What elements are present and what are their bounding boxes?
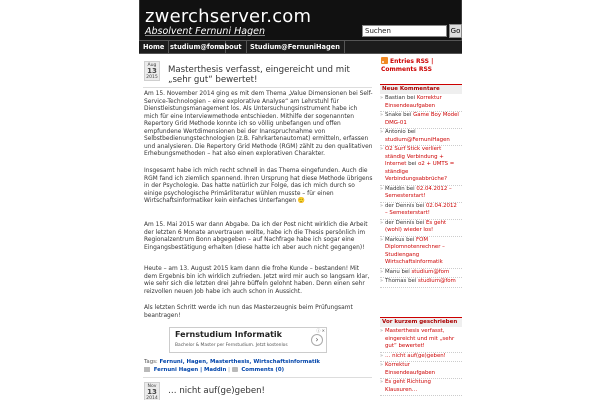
rss-separator: |: [431, 58, 434, 65]
comment-sep: bei: [414, 202, 426, 209]
comment-sep: bei: [401, 112, 414, 118]
post-date-month: Nov: [147, 384, 157, 389]
post-comments-link[interactable]: Comments (0): [241, 367, 285, 373]
recent-posts-list: [380, 328, 462, 396]
list-item: [380, 220, 462, 237]
comment-author: Antonio: [385, 129, 406, 135]
comment-sep: bei: [404, 236, 417, 243]
recent-posts-heading: Vor kurzem geschrieben: [380, 317, 462, 327]
comment-author: Bastian: [385, 95, 406, 101]
comment-post-link[interactable]: Korrektur Einsendeaufgaben: [385, 95, 442, 109]
list-item: [380, 278, 462, 288]
post-date-day: 13: [147, 67, 157, 75]
rss-icon: [381, 57, 388, 64]
comment-post-link[interactable]: studium@fom: [411, 268, 450, 275]
list-item: [380, 112, 462, 129]
chevron-right-icon[interactable]: ›: [311, 334, 323, 346]
post-categories[interactable]: Fernuni Hagen | Maddin: [153, 367, 227, 373]
post-divider: [143, 87, 372, 88]
rss-links: [381, 57, 462, 74]
post-divider: [143, 377, 372, 378]
comment-post-link[interactable]: studium@fom: [418, 278, 456, 284]
post-title[interactable]: Masterthesis verfasst, eingereicht und mit „sehr gut“ bewertet!: [168, 65, 350, 85]
comment-author: Maddin: [385, 185, 405, 192]
post-paragraph: Heute – am 13. August 2015 kam dann die frohe Kunde – bestanden! Mit dem Ergebnis bin ich wirklich zufrieden. Jetzt wird mir auch so langsam klar, wie sehr sich die letzten drei Jahre büffeln gelohnt haben. Denn einen sehr reizvollen neuen Job habe ich auch schon in Aussicht.: [144, 266, 370, 295]
ad-title[interactable]: Fernstudium Informatik: [175, 330, 282, 339]
recent-post-link[interactable]: Korrektur Einsendeaufgaben: [385, 362, 436, 376]
list-item: [380, 269, 462, 279]
list-item: [380, 328, 462, 353]
comment-author: der Dennis: [385, 219, 415, 226]
ad-banner[interactable]: [169, 327, 327, 353]
comment-post-link[interactable]: 02.04.2012 – Semesterstart!: [385, 185, 452, 199]
comment-sep: bei: [414, 219, 426, 226]
post-meta: Fernuni Hagen | Maddin | Comments (0): [144, 367, 284, 373]
sidebar: [378, 55, 462, 400]
ad-subtitle: Bachelor & Master per Fernstudium. Jetzt kostenlos: [175, 343, 288, 348]
nav-item-home[interactable]: Home: [139, 41, 169, 54]
list-item: [380, 129, 462, 146]
comment-author: Thomas: [385, 278, 407, 284]
nav-item-about[interactable]: about: [216, 41, 247, 54]
recent-comments-heading: Neue Kommentare: [380, 84, 462, 94]
comment-sep: bei: [405, 95, 417, 101]
list-item: [380, 379, 462, 396]
nav-item-studium-fernuni[interactable]: Studium@FernuniHagen: [246, 41, 345, 54]
comment-icon: [232, 367, 238, 372]
recent-post-link[interactable]: Masterthesis verfasst, eingereicht und mit „sehr gut“ bewertet!: [385, 328, 455, 349]
recent-post-link[interactable]: … nicht auf(ge)geben!: [385, 352, 446, 359]
post-paragraph: Insgesamt habe ich mich recht schnell in das Thema eingefunden. Auch die RGM fand ich ziemlich spannend. Ihren Ursprung hat diese Methode übrigens in der Psychologie. Das hatte natürlich zur Folge, das ich mich durch so einige psychologische Primärliteratur wühlen musste – für einen Wirtschaftsinformatiker kein einfaches Unterfangen 🙂: [144, 168, 373, 204]
list-item: [380, 237, 462, 269]
comment-author: Markus: [385, 236, 405, 243]
post-tags: [144, 359, 320, 365]
comment-post-link[interactable]: Es geht (wohl) wieder los!: [385, 219, 447, 233]
search-button[interactable]: Go: [449, 24, 462, 38]
comment-author-link[interactable]: O2 Surf Stick verliert ständig Verbindung + Internet: [385, 146, 444, 167]
comment-sep: bei: [404, 185, 417, 192]
post-paragraph: Am 15. Mai 2015 war dann Abgabe. Da ich der Post nicht wirklich die Arbeit der letzten 6 Monate anvertrauen wollte, habe ich die Thesis persönlich im Regionalzentrum Bonn abgegeben – auf Nachfrage habe ich sogar eine Eingangsbestätigung erhalten (diese hatte ich aber auch nicht gegangen)!: [144, 222, 368, 251]
page-margin-left: [0, 0, 139, 400]
post-paragraph: Am 15. November 2014 ging es mit dem Thema „Value Dimensionen bei Self-Service-Technologien – eine explorative Analyse“ am Lehrstuhl für Dienstleistungsmanagement los. Als Untersuchungsinstrument habe ich mich für eine Interviewmethode entschieden. Mithilfe der sogenannten Repertory Grid Methode konnte ich so völlig unbefangen und offen empfundene Wertdimensionen bei der Inanspruchnahme von Selbstbedienungstechnologien (z.B. Fahrkartenautomat) ermitteln, erfassen und analysieren. Die Repertory Grid Methode (RGM) zählt zu den qualitativen Erhebungsmethoden – hat also einen explorativen Charakter.: [144, 91, 373, 157]
site-title[interactable]: zwerchserver.com: [145, 6, 312, 27]
comment-post-link[interactable]: FOM Diplomnotenrechner – Studiengang Wirtschaftsinformatik: [385, 236, 445, 265]
search-input[interactable]: [362, 25, 447, 37]
tags-label: Tags:: [144, 359, 158, 365]
comment-post-link[interactable]: Game Boy Model DMG-01: [385, 112, 459, 126]
comment-post-link[interactable]: o2 + UMTS = ständige Verbindungsabbrüche?: [385, 161, 455, 182]
page-margin-right: [462, 0, 600, 400]
comment-author: der Dennis: [385, 202, 415, 209]
post-date-badge: [144, 61, 160, 81]
list-item: [380, 95, 462, 112]
comment-sep: bei: [405, 129, 416, 135]
comment-post-link[interactable]: 02.04.2012 – Semesterstart!: [385, 202, 457, 216]
list-item: [380, 186, 462, 203]
comment-sep: bei: [406, 278, 419, 284]
comment-author: Manu: [385, 268, 400, 275]
list-item: [380, 146, 462, 186]
list-item: [380, 353, 462, 363]
post-date-year: 2015: [146, 75, 158, 80]
comment-author: Snake: [385, 112, 402, 118]
rss-comments-link[interactable]: Comments RSS: [381, 66, 432, 73]
comment-sep: bei: [406, 161, 419, 167]
list-item: [380, 203, 462, 220]
post-date-badge: [144, 382, 160, 400]
recent-post-link[interactable]: Es geht Richtung Klausuren…: [385, 379, 431, 393]
post-date-month: Aug: [147, 63, 157, 68]
list-item: [380, 362, 462, 379]
folder-icon: [144, 367, 150, 372]
post-date-year: 2014: [146, 396, 158, 400]
nav-item-studium-fom[interactable]: studium@fom: [166, 41, 226, 54]
main-content: [139, 56, 376, 400]
comment-post-link[interactable]: studium@FernuniHagen: [385, 136, 450, 143]
comment-sep: bei: [399, 268, 412, 275]
site-tagline: Absolvent Fernuni Hagen: [145, 26, 265, 37]
rss-entries-link[interactable]: Entries RSS: [390, 58, 429, 65]
recent-comments-list: [380, 95, 462, 288]
ad-info-icon[interactable]: ⓘ ✕: [316, 328, 325, 333]
post-paragraph: Als letzten Schritt werde ich nun das Masterzeugnis beim Prüfungsamt beantragen!: [144, 305, 353, 319]
tags-links[interactable]: Fernuni, Hagen, Masterthesis, Wirtschaftsinformatik: [159, 359, 321, 365]
main-nav: [139, 40, 462, 54]
post-date-day: 13: [147, 388, 157, 396]
post-title[interactable]: … nicht auf(ge)geben!: [168, 386, 265, 396]
